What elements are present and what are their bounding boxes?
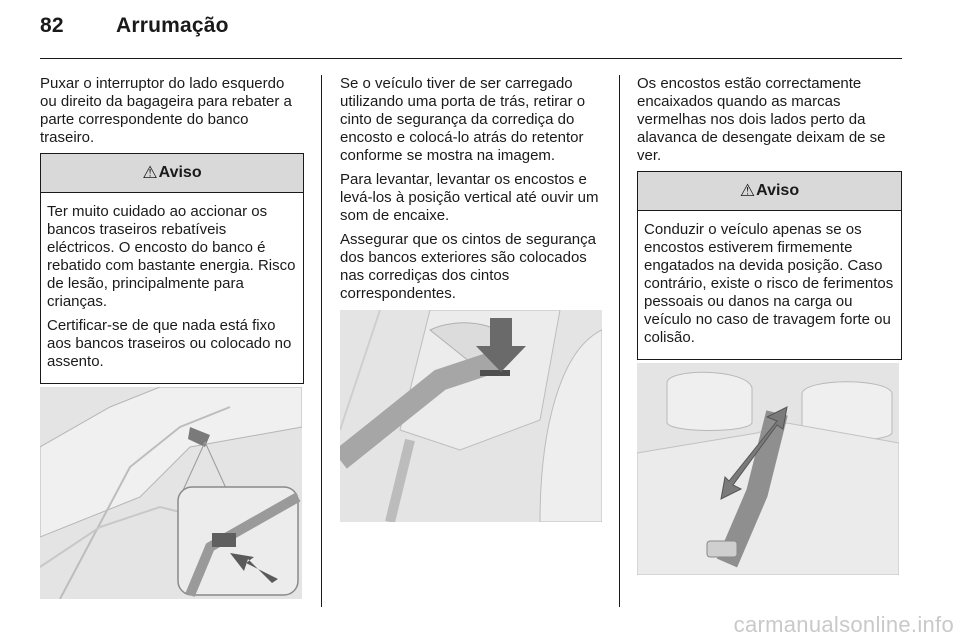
warning-triangle-icon: ⚠ xyxy=(739,181,756,200)
watermark: carmanualsonline.info xyxy=(733,612,954,637)
column-divider xyxy=(619,75,620,607)
column-divider xyxy=(321,75,322,607)
belt-retainer-illustration xyxy=(340,310,602,522)
column-3 xyxy=(637,75,902,360)
warning-body-1 xyxy=(41,193,303,383)
backrest-illustration xyxy=(637,363,899,575)
page-title: Arrumação xyxy=(116,14,229,37)
warning-2-paragraph: Conduzir o veículo apenas se os encostos estiverem firmemente engatados na devida posição. Caso contrário, existe o risco de ferimentos pessoais ou danos na carga ou veículo no caso de travagem forte ou colisão. xyxy=(644,221,894,346)
warning-body-2 xyxy=(638,211,901,359)
figure-trunk-switch xyxy=(40,387,302,599)
col2-paragraph: Se o veículo tiver de ser carregado utilizando uma porta de trás, retirar o cinto de segurança da corrediça do encosto e colocá-lo atrás do retentor conforme se mostra na imagem. xyxy=(340,75,586,164)
figure-belt-retainer xyxy=(340,310,602,522)
col3-intro: Os encostos estão correctamente encaixados quando as marcas vermelhas nos dois lados perto da alavanca de desengate deixam de se ver. xyxy=(637,75,886,164)
col2-paragraph: Assegurar que os cintos de segurança dos bancos exteriores são colocados nas corrediças dos cintos correspondentes. xyxy=(340,231,596,302)
warning-header-2 xyxy=(638,172,901,211)
header-rule xyxy=(40,58,902,59)
figure-backrest-upright xyxy=(637,363,899,575)
col1-intro: Puxar o interruptor do lado esquerdo ou direito da bagageira para rebater a parte correspondente do banco traseiro. xyxy=(40,75,292,146)
trunk-switch-illustration xyxy=(40,387,302,599)
warning-title-1: Aviso xyxy=(158,164,202,181)
warning-triangle-icon: ⚠ xyxy=(142,163,158,182)
column-1 xyxy=(40,75,304,384)
warning-title-2: Aviso xyxy=(756,182,800,199)
warning-1-paragraph: Ter muito cuidado ao accionar os bancos traseiros rebatíveis eléctricos. O encosto do banco é rebatido com bastante energia. Risco de lesão, principalmente para crianças. xyxy=(47,203,296,310)
warning-1-paragraph: Certificar-se de que nada está fixo aos bancos traseiros ou colocado no assento. xyxy=(47,317,292,370)
warning-box-2 xyxy=(637,171,902,360)
col2-paragraph: Para levantar, levantar os encostos e levá-los à posição vertical até ouvir um som de encaixe. xyxy=(340,171,599,224)
page-number: 82 xyxy=(40,14,64,37)
column-2 xyxy=(340,75,603,309)
warning-header-1 xyxy=(41,154,303,193)
warning-box-1 xyxy=(40,153,304,384)
page-header xyxy=(40,14,229,38)
